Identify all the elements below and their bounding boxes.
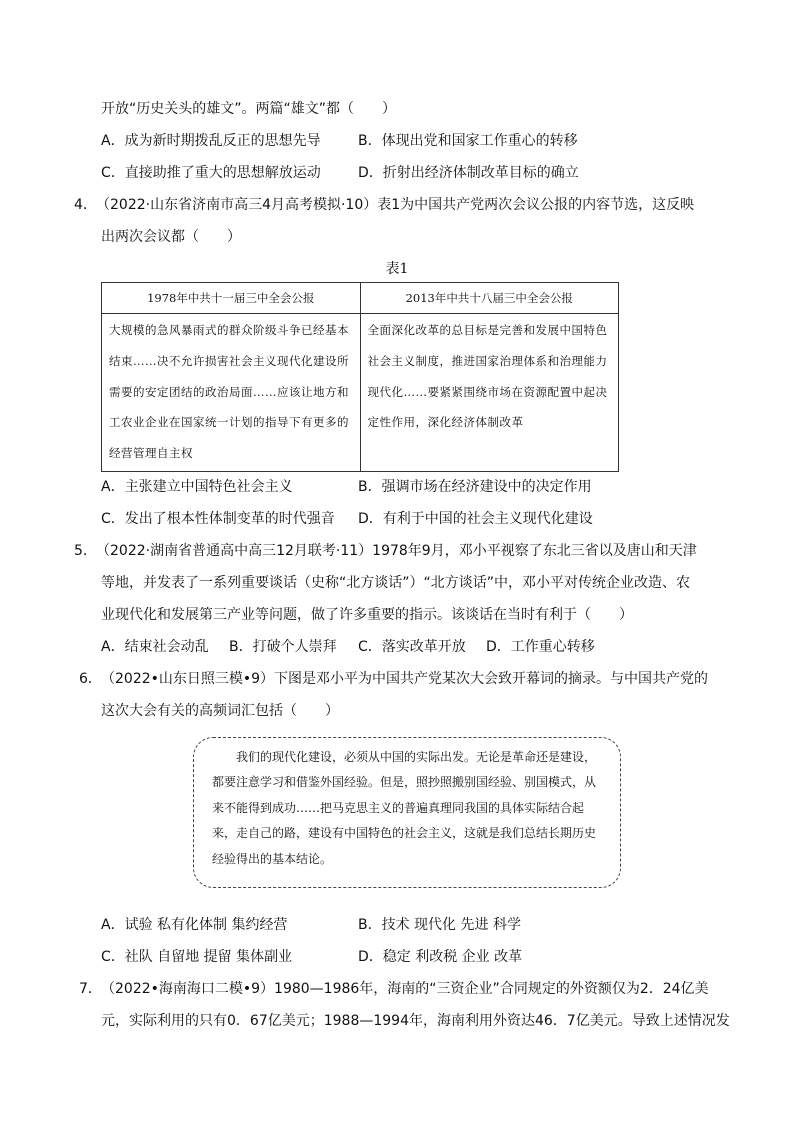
q4-option-b: B．强调市场在经济建设中的决定作用	[358, 479, 592, 495]
q7-stem-line1: （2022•海南海口二模•9）1980—1986年，海南的“三资企业”合同规定的外资额仅为2．24亿美	[101, 981, 709, 997]
q3-stem-tail: 开放“历史关头的雄文”。两篇“雄文”都（ ）	[101, 101, 397, 117]
q6-stem-line2: 这次大会有关的高频词汇包括（ ）	[101, 703, 339, 719]
q6-option-a: A．试验 私有化体制 集约经营	[101, 917, 288, 933]
q6-option-c: C．社队 自留地 提留 集体副业	[101, 949, 293, 965]
table-cell-2013: 全面深化改革的总目标是完善和发展中国特色社会主义制度，推进国家治理体系和治理能力现代化……要紧紧围绕市场在资源配置中起决定性作用，深化经济体制改革	[360, 314, 619, 472]
q5-option-a: A．结束社会动乱	[101, 639, 209, 655]
q6-option-b: B．技术 现代化 先进 科学	[358, 917, 521, 933]
q6-option-d: D．稳定 利改税 企业 改革	[358, 949, 523, 965]
q4-stem-line1: （2022·山东省济南市高三4月高考模拟·10）表1为中国共产党两次会议公报的内容节选，这反映	[96, 197, 695, 213]
table-cell-1978: 大规模的急风暴雨式的群众阶级斗争已经基本结束……决不允许损害社会主义现代化建设所需要的安定团结的政治局面……应该让地方和工农业企业在国家统一计划的指导下有更多的经营管理自主权	[102, 314, 361, 472]
q3-option-c: C．直接助推了重大的思想解放运动	[101, 165, 321, 181]
q7-stem-line2: 元，实际利用的只有0．67亿美元；1988—1994年，海南利用外资达46．7亿美元。导致上述情况发	[101, 1013, 730, 1029]
comparison-table	[101, 282, 619, 472]
q5-option-c: C．落实改革开放	[358, 639, 466, 655]
q4-option-a: A．主张建立中国特色社会主义	[101, 479, 293, 495]
q7-number: 7．	[79, 981, 102, 997]
table-caption: 表1	[385, 261, 409, 277]
q6-stem-line1: （2022•山东日照三模•9）下图是邓小平为中国共产党某次大会致开幕词的摘录。与中国共产党的	[101, 671, 709, 687]
q6-number: 6．	[79, 671, 102, 687]
q3-option-b: B．体现出党和国家工作重心的转移	[358, 133, 578, 149]
q5-option-b: B．打破个人崇拜	[229, 639, 337, 655]
q3-option-d: D．折射出经济体制改革目标的确立	[358, 165, 579, 181]
quote-box: 我们的现代化建设，必须从中国的实际出发。无论是革命还是建设，都要注意学习和借鉴外国经验。但是，照抄照搬别国经验、别国模式，从来不能得到成功……把马克思主义的普遍真理同我国的具体实际结合起来，走自己的路，建设有中国特色的社会主义，这就是我们总结长期历史经验得出的基本结论。	[193, 737, 621, 888]
q5-stem-line3: 业现代化和发展第三产业等问题，做了许多重要的指示。该谈话在当时有利于（ ）	[101, 607, 633, 623]
q5-option-d: D．工作重心转移	[486, 639, 595, 655]
q4-number: 4．	[74, 197, 97, 213]
table-header-1978: 1978年中共十一届三中全会公报	[102, 283, 361, 314]
table-header-2013: 2013年中共十八届三中全会公报	[360, 283, 619, 314]
q4-option-c: C．发出了根本性体制变革的时代强音	[101, 511, 335, 527]
q5-stem-line2: 等地，并发表了一系列重要谈话（史称“北方谈话”）“北方谈话”中，邓小平对传统企业改造、农	[101, 575, 691, 591]
q5-stem-line1: （2022·湖南省普通高中高三12月联考·11）1978年9月，邓小平视察了东北三省以及唐山和天津	[96, 543, 697, 559]
q3-option-a: A．成为新时期拨乱反正的思想先导	[101, 133, 321, 149]
q5-number: 5．	[74, 543, 97, 559]
q4-stem-line2: 出两次会议都（ ）	[101, 229, 241, 245]
q4-option-d: D．有利于中国的社会主义现代化建设	[358, 511, 593, 527]
